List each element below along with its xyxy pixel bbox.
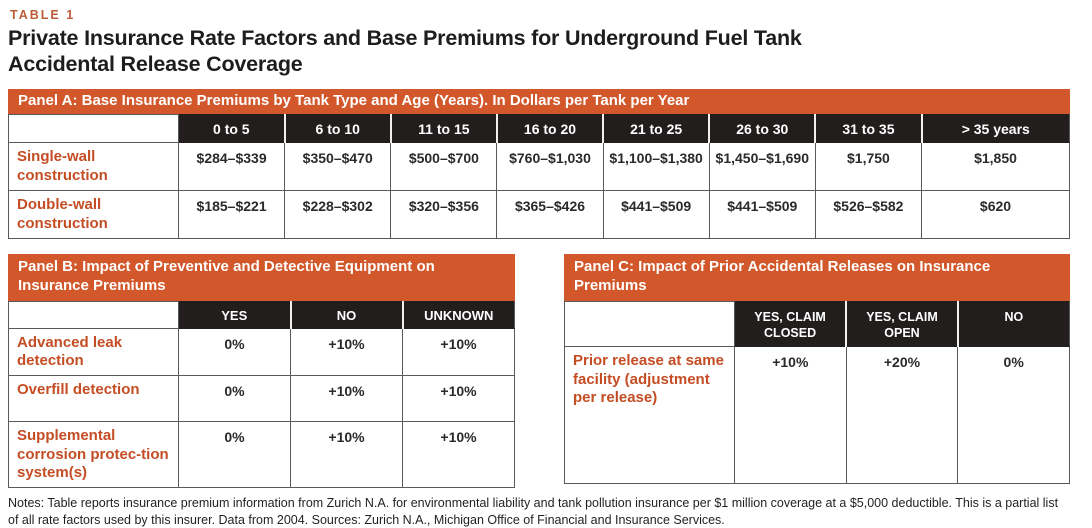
column-header: NO — [291, 301, 403, 328]
row-label: Supplemental corrosion protec-tion system(s) — [9, 422, 179, 488]
cell: +10% — [403, 376, 515, 422]
cell: 0% — [179, 376, 291, 422]
column-header: 11 to 15 — [391, 115, 497, 143]
corner-cell — [565, 301, 735, 347]
cell: +10% — [403, 328, 515, 376]
column-header: YES, CLAIM CLOSED — [735, 301, 847, 347]
panel-c-title: Panel C: Impact of Prior Accidental Releases on Insurance Premiums — [564, 254, 1070, 301]
cell: $320–$356 — [391, 191, 497, 239]
table-row — [9, 191, 1070, 239]
table-notes: Notes: Table reports insurance premium information from Zurich N.A. for environmental liability and tank pollution insurance per $1 million coverage at a $5,000 deductible. This is a partial list of all rate factors used by this insurer. Data from 2004. Sources: Zurich N.A., Michigan Office of Financial and Insurance Services. — [8, 496, 1059, 527]
cell: $1,450–$1,690 — [709, 143, 815, 191]
cell: +10% — [291, 328, 403, 376]
row-label: Advanced leak detection — [9, 328, 179, 376]
cell: $620 — [922, 191, 1070, 239]
corner-cell — [9, 301, 179, 328]
panel-c-table — [564, 301, 1070, 485]
cell: $526–$582 — [815, 191, 921, 239]
table-row — [9, 143, 1070, 191]
cell: +10% — [291, 422, 403, 488]
row-label: Double-wall construction — [9, 191, 179, 239]
panel-c — [564, 254, 1070, 488]
table-number-label: TABLE 1 — [10, 8, 76, 22]
cell: $284–$339 — [179, 143, 285, 191]
cell: +20% — [846, 347, 958, 484]
bottom-panels — [8, 254, 1070, 488]
panel-a-table — [8, 114, 1070, 239]
column-header: 26 to 30 — [709, 115, 815, 143]
panel-a — [8, 89, 1070, 240]
cell: $441–$509 — [709, 191, 815, 239]
cell: 0% — [179, 328, 291, 376]
column-header: > 35 years — [922, 115, 1070, 143]
panel-a-header-row — [9, 115, 1070, 143]
column-header: NO — [958, 301, 1070, 347]
table-row — [9, 422, 515, 488]
column-header: YES, CLAIM OPEN — [846, 301, 958, 347]
cell: $1,850 — [922, 143, 1070, 191]
cell: $185–$221 — [179, 191, 285, 239]
column-header: 6 to 10 — [285, 115, 391, 143]
cell: $1,750 — [815, 143, 921, 191]
column-header: 0 to 5 — [179, 115, 285, 143]
column-header: 16 to 20 — [497, 115, 603, 143]
cell: $441–$509 — [603, 191, 709, 239]
cell: $350–$470 — [285, 143, 391, 191]
cell: +10% — [291, 376, 403, 422]
column-header: 21 to 25 — [603, 115, 709, 143]
cell: 0% — [179, 422, 291, 488]
cell: $228–$302 — [285, 191, 391, 239]
panel-b-header-row — [9, 301, 515, 328]
row-label: Single-wall construction — [9, 143, 179, 191]
panel-b-title: Panel B: Impact of Preventive and Detective Equipment on Insurance Premiums — [8, 254, 515, 301]
column-header: YES — [179, 301, 291, 328]
panel-a-title: Panel A: Base Insurance Premiums by Tank Type and Age (Years). In Dollars per Tank per Year — [8, 89, 1070, 115]
cell: $365–$426 — [497, 191, 603, 239]
cell: $500–$700 — [391, 143, 497, 191]
table-row — [565, 347, 1070, 484]
panel-b — [8, 254, 515, 488]
cell: 0% — [958, 347, 1070, 484]
panel-c-header-row — [565, 301, 1070, 347]
cell: $1,100–$1,380 — [603, 143, 709, 191]
table-row — [9, 328, 515, 376]
column-header: 31 to 35 — [815, 115, 921, 143]
row-label: Overfill detection — [9, 376, 179, 422]
row-label: Prior release at same facility (adjustment per release) — [565, 347, 735, 484]
cell: +10% — [403, 422, 515, 488]
table-row — [9, 376, 515, 422]
column-header: UNKNOWN — [403, 301, 515, 328]
panel-b-table — [8, 301, 515, 488]
cell: $760–$1,030 — [497, 143, 603, 191]
page-title: Private Insurance Rate Factors and Base Premiums for Underground Fuel Tank Accidental Release Coverage — [8, 26, 802, 76]
corner-cell — [9, 115, 179, 143]
cell: +10% — [735, 347, 847, 484]
